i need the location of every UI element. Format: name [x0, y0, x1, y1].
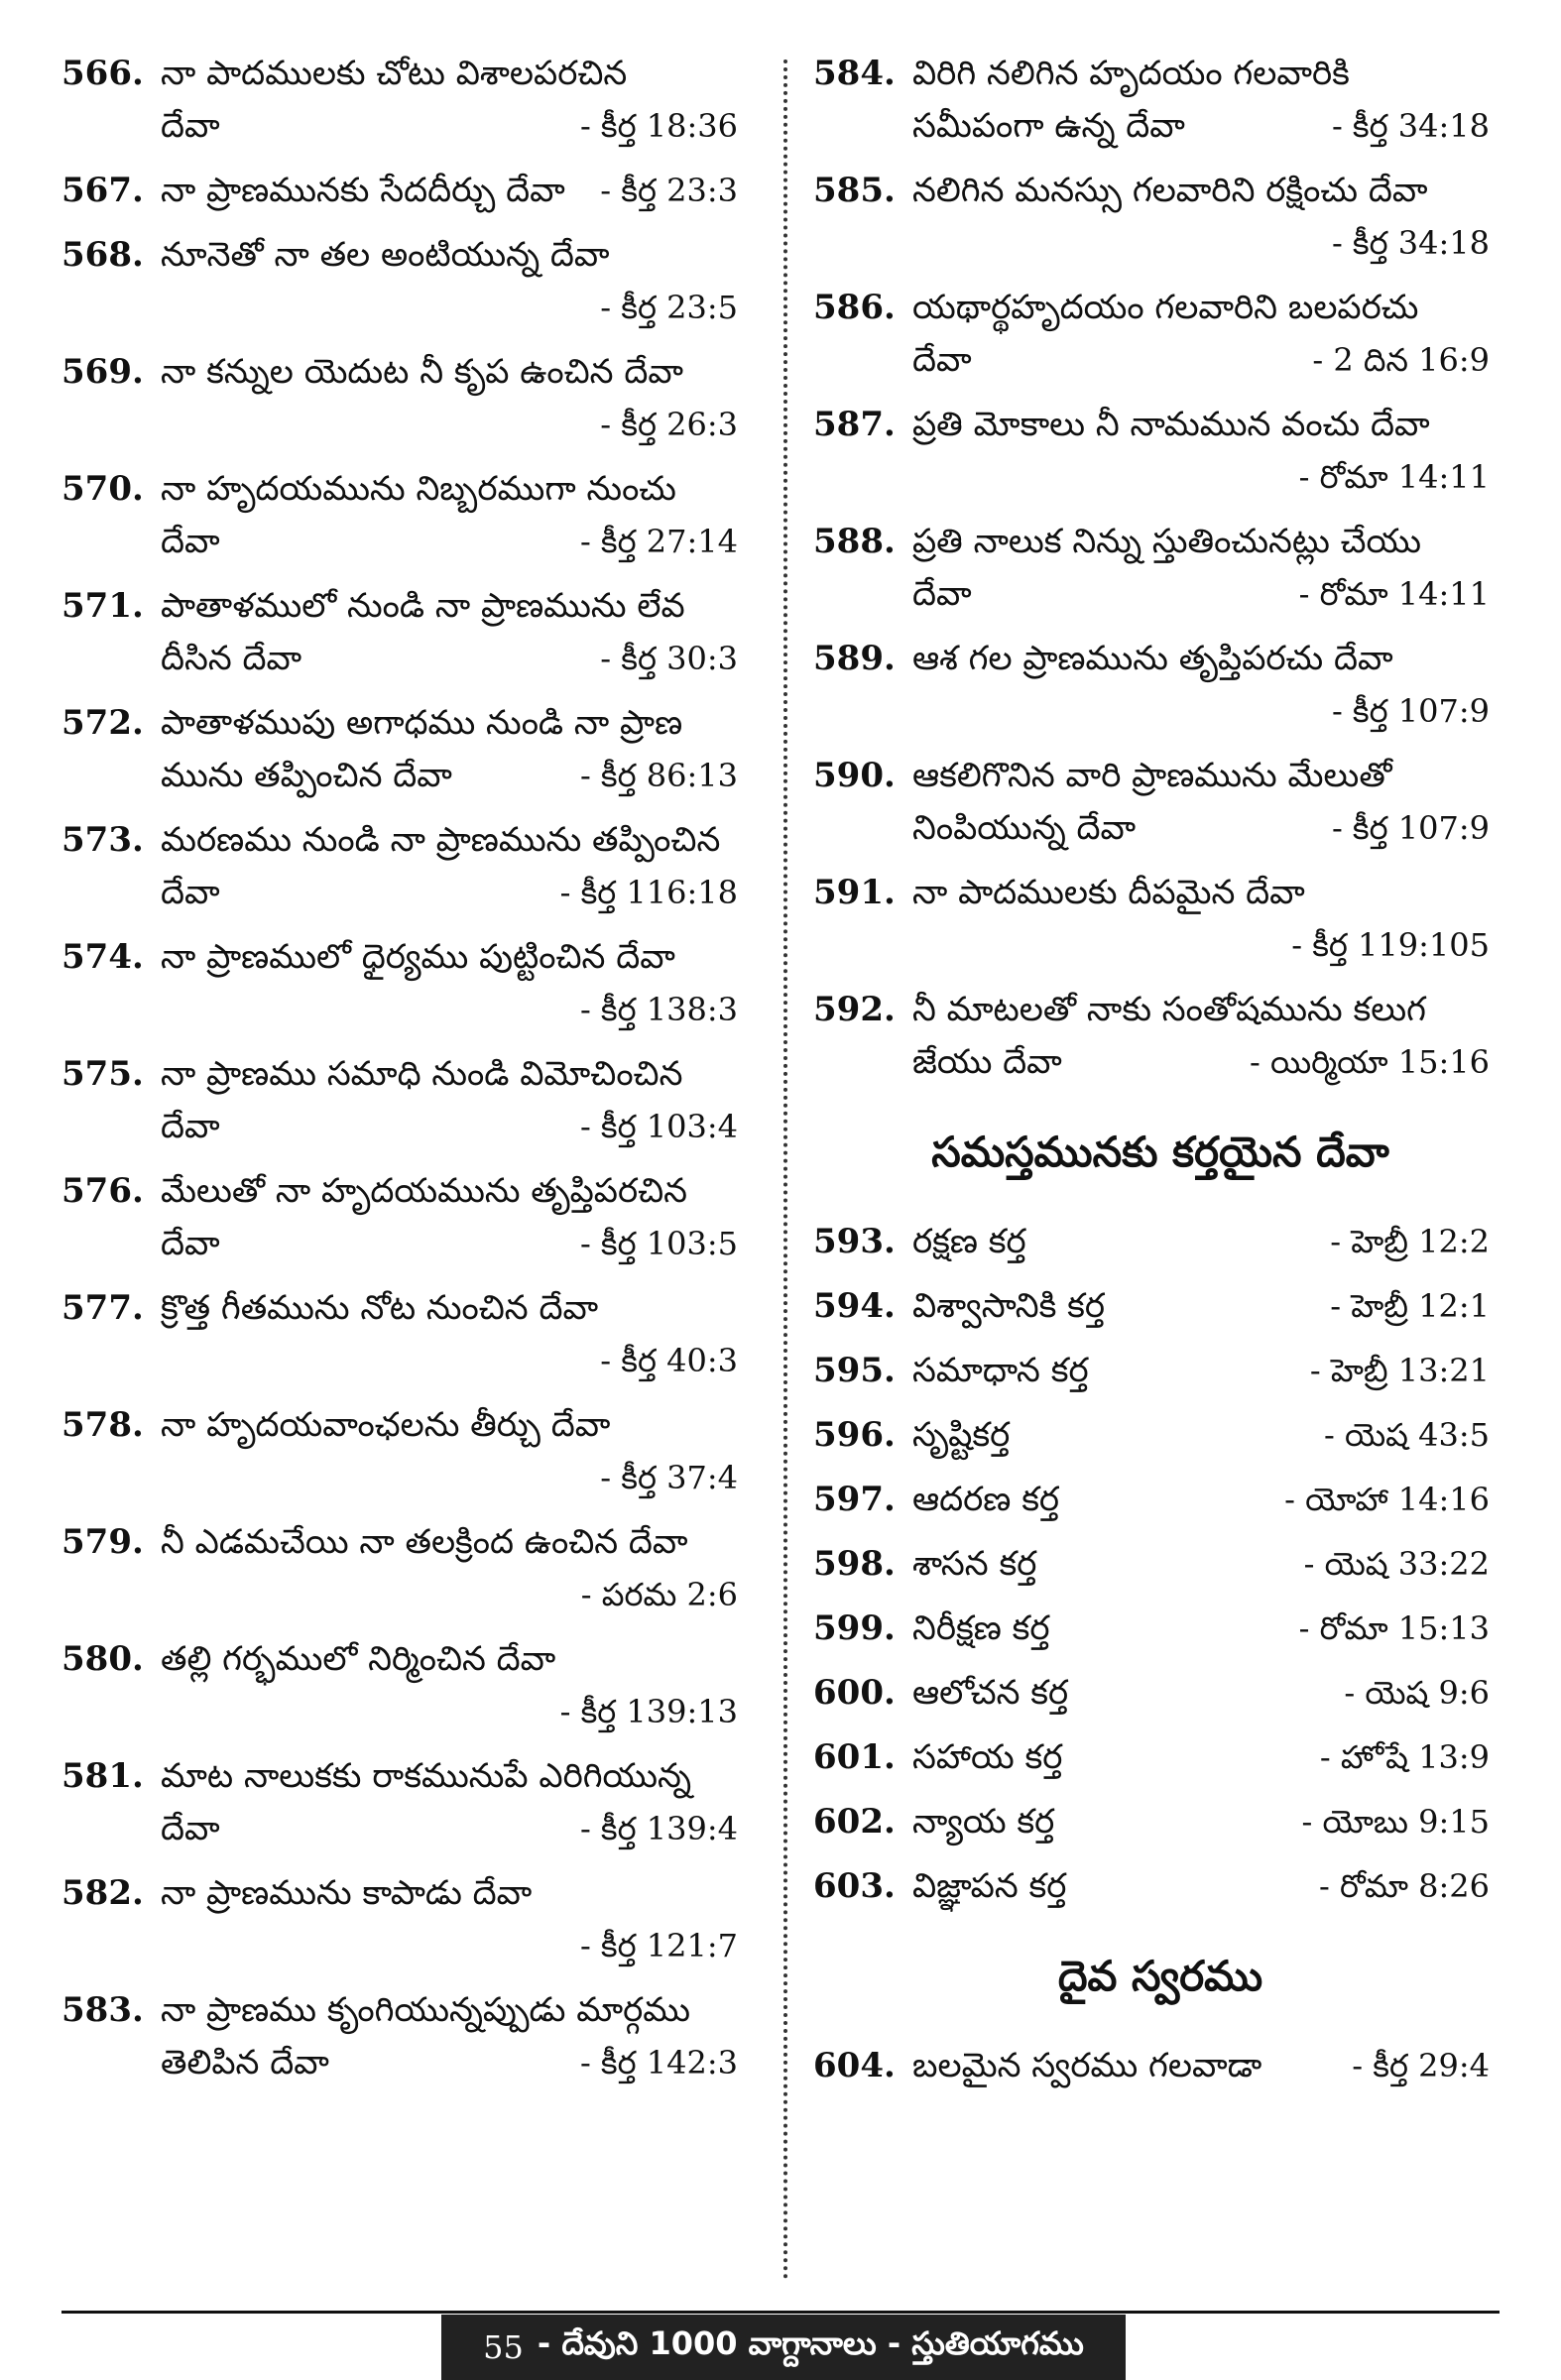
list-item	[813, 1860, 1507, 1913]
entry-line	[61, 346, 756, 399]
list-item	[61, 346, 756, 451]
entry-line	[61, 1218, 756, 1270]
scripture-reference: - హెబ్రీ 12:2	[1330, 1223, 1490, 1260]
item-text: పాతాళముపు అగాధము నుండి నా ప్రాణ	[161, 703, 683, 743]
list-item	[813, 165, 1507, 270]
list-item	[61, 580, 756, 685]
list-item	[813, 282, 1507, 387]
entry-line	[813, 100, 1507, 153]
entry-line	[813, 282, 1507, 334]
list-item	[61, 814, 756, 919]
page-number: 55	[483, 2328, 524, 2366]
entry-line	[61, 1516, 756, 1569]
item-text: విరిగి నలిగిన హృదయం గలవారికి	[912, 54, 1350, 93]
list-item	[61, 48, 756, 153]
list-item	[813, 48, 1507, 153]
item-text: బలమైన స్వరము గలవాడా	[912, 2046, 1262, 2085]
item-number: 572.	[61, 703, 144, 743]
entry-line	[61, 1101, 756, 1153]
entry-line	[61, 399, 756, 451]
item-text: రక్షణ కర్త	[912, 1222, 1026, 1261]
scripture-reference: - యోబు 9:15	[1301, 1803, 1490, 1841]
entry-line	[61, 750, 756, 802]
scripture-reference: - రోమా 14:11	[1298, 458, 1490, 496]
item-number: 585.	[813, 171, 896, 210]
scripture-reference: - రోమా 8:26	[1318, 1867, 1490, 1905]
item-text: నీ ఎడమచేయి నా తలక్రింద ఉంచిన దేవా	[161, 1522, 688, 1562]
entry-line	[61, 1984, 756, 2037]
list-item	[61, 1633, 756, 1738]
item-text: విజ్ఞాపన కర్త	[912, 1866, 1067, 1906]
footer-title: - దేవుని 1000 వాగ్దానాలు - స్తుతియాగము	[537, 2324, 1084, 2362]
item-text: నా పాదములకు దీపమైన దేవా	[912, 873, 1305, 912]
scripture-reference: - కీర్త 26:3	[600, 406, 738, 443]
scripture-reference: - కీర్త 116:18	[559, 874, 738, 911]
item-number: 582.	[61, 1873, 144, 1913]
item-text: నలిగిన మనస్సు గలవారిని రక్షించు దేవా	[912, 171, 1428, 210]
item-text: సృష్టికర్త	[912, 1415, 1011, 1455]
entry-line	[813, 867, 1507, 919]
scripture-reference: - కీర్త 27:14	[579, 523, 738, 560]
entry-line	[61, 633, 756, 685]
item-text: నా ప్రాణమునకు సేదదీర్చు దేవా	[161, 171, 565, 210]
scripture-reference: - పరమ 2:6	[580, 1576, 738, 1613]
section-heading-creator: సమస్తమునకు కర్తయైన దేవా	[931, 1128, 1389, 1176]
entry-line	[61, 1803, 756, 1855]
item-number: 583.	[61, 1990, 144, 2030]
item-number: 589.	[813, 639, 896, 678]
item-text: మరణము నుండి నా ప్రాణమును తప్పించిన	[161, 820, 721, 860]
item-number: 587.	[813, 405, 896, 444]
left-column	[61, 48, 756, 2101]
list-item	[61, 1165, 756, 1270]
scripture-reference: - కీర్త 107:9	[1331, 692, 1490, 730]
entry-line	[61, 1335, 756, 1387]
item-text: నా కన్నుల యెదుట నీ కృప ఉంచిన దేవా	[161, 352, 683, 392]
entry-line	[813, 802, 1507, 855]
item-number: 571.	[61, 586, 144, 626]
item-number: 604.	[813, 2046, 896, 2085]
list-item	[813, 1731, 1507, 1784]
entry-line	[61, 2037, 756, 2089]
entry-line	[813, 633, 1507, 685]
list-item	[813, 1667, 1507, 1720]
scripture-reference: - కీర్త 107:9	[1331, 809, 1490, 847]
entry-line	[813, 984, 1507, 1036]
scripture-reference: - కీర్త 23:3	[600, 172, 738, 209]
scripture-reference: - రోమా 14:11	[1298, 575, 1490, 613]
right-column	[813, 48, 1507, 2104]
list-item	[61, 1048, 756, 1153]
column-divider	[783, 60, 787, 2281]
item-number: 566.	[61, 54, 144, 93]
item-number: 595.	[813, 1351, 896, 1390]
list-item	[813, 1603, 1507, 1655]
page-footer	[441, 2315, 1126, 2380]
right-entries	[813, 48, 1507, 1089]
entry-line	[813, 685, 1507, 738]
item-number: 574.	[61, 937, 144, 977]
entry-line	[61, 1282, 756, 1335]
item-number: 580.	[61, 1639, 144, 1679]
item-text: దేవా	[912, 574, 972, 614]
entry-line	[813, 334, 1507, 387]
entry-line	[61, 1569, 756, 1621]
entry-line	[813, 1036, 1507, 1089]
scripture-reference: - కీర్త 18:36	[579, 107, 738, 145]
item-text: నూనెతో నా తల అంటియున్న దేవా	[161, 235, 610, 275]
list-item	[813, 867, 1507, 972]
entry-line	[61, 1452, 756, 1504]
entry-line	[61, 867, 756, 919]
item-text: క్రొత్త గీతమును నోట నుంచిన దేవా	[161, 1288, 599, 1328]
scripture-reference: - 2 దిన 16:9	[1312, 341, 1490, 379]
scripture-reference: - కీర్త 139:13	[559, 1693, 738, 1730]
item-number: 596.	[813, 1415, 896, 1455]
item-text: దేవా	[161, 1224, 220, 1263]
item-number: 588.	[813, 522, 896, 561]
entry-line	[61, 814, 756, 867]
item-text: సమీపంగా ఉన్న దేవా	[912, 106, 1185, 146]
scripture-reference: - కీర్త 119:105	[1291, 926, 1490, 964]
list-item	[61, 165, 756, 217]
item-text: న్యాయ కర్త	[912, 1802, 1055, 1842]
entry-line	[813, 165, 1507, 217]
list-item	[813, 1474, 1507, 1526]
list-item	[813, 1280, 1507, 1333]
item-text: దేవా	[912, 340, 972, 380]
item-number: 592.	[813, 990, 896, 1029]
entry-line	[61, 229, 756, 282]
scripture-reference: - రోమా 15:13	[1298, 1609, 1490, 1647]
item-text: ఆకలిగొనిన వారి ప్రాణమును మేలుతో	[912, 756, 1392, 795]
entry-line	[813, 399, 1507, 451]
item-number: 591.	[813, 873, 896, 912]
entry-line	[813, 48, 1507, 100]
item-number: 598.	[813, 1544, 896, 1584]
entry-line	[61, 1165, 756, 1218]
list-item	[813, 399, 1507, 504]
item-text: ఆశ గల ప్రాణమును తృప్తిపరచు దేవా	[912, 639, 1393, 678]
list-item	[61, 931, 756, 1036]
scripture-reference: - హెబ్రీ 13:21	[1309, 1352, 1490, 1389]
item-text: ఆదరణ కర్త	[912, 1480, 1060, 1519]
list-item	[813, 984, 1507, 1089]
section1-list	[813, 1216, 1507, 1913]
scripture-reference: - కీర్త 29:4	[1352, 2047, 1490, 2084]
scripture-reference: - హెబ్రీ 12:1	[1330, 1287, 1490, 1325]
scripture-reference: - యోహా 14:16	[1284, 1481, 1490, 1518]
item-text: పాతాళములో నుండి నా ప్రాణమును లేవ	[161, 586, 685, 626]
item-number: 569.	[61, 352, 144, 392]
entry-line	[813, 568, 1507, 621]
entry-line	[813, 217, 1507, 270]
item-text: దీసిన దేవా	[161, 639, 302, 678]
item-number: 575.	[61, 1054, 144, 1094]
item-text: శాసన కర్త	[912, 1544, 1037, 1584]
entry-line	[61, 165, 756, 217]
item-number: 590.	[813, 756, 896, 795]
item-text: జేయు దేవా	[912, 1042, 1062, 1082]
item-text: ప్రతి నాలుక నిన్ను స్తుతించునట్లు చేయు	[912, 522, 1421, 561]
item-text: నా ప్రాణములో ధైర్యము పుట్టించిన దేవా	[161, 937, 675, 977]
list-item	[813, 1216, 1507, 1268]
entry-line	[61, 931, 756, 984]
item-text: సమాధాన కర్త	[912, 1351, 1089, 1390]
footer-rule	[61, 2311, 1500, 2314]
item-number: 573.	[61, 820, 144, 860]
item-text: తల్లి గర్భములో నిర్మించిన దేవా	[161, 1639, 556, 1679]
entry-line	[61, 984, 756, 1036]
item-number: 576.	[61, 1171, 144, 1211]
item-text: నింపియున్న దేవా	[912, 808, 1137, 848]
list-item	[61, 1984, 756, 2089]
section-heading-divine-voice: దైవ స్వరము	[1057, 1952, 1263, 2000]
item-number: 579.	[61, 1522, 144, 1562]
entry-line	[61, 1920, 756, 1972]
item-number: 567.	[61, 171, 144, 210]
entry-line	[61, 463, 756, 516]
scripture-reference: - యెష 9:6	[1344, 1674, 1490, 1712]
list-item	[61, 697, 756, 802]
item-text: దేవా	[161, 1809, 220, 1848]
entry-line	[61, 697, 756, 750]
item-number: 584.	[813, 54, 896, 93]
scripture-reference: - యెష 43:5	[1324, 1416, 1490, 1454]
list-item	[61, 1867, 756, 1972]
list-item	[61, 463, 756, 568]
entry-line	[61, 1399, 756, 1452]
list-item	[813, 1796, 1507, 1848]
item-text: మాట నాలుకకు రాకమునుపే ఎరిగియున్న	[161, 1756, 692, 1796]
entry-line	[61, 100, 756, 153]
scripture-reference: - కీర్త 138:3	[579, 991, 738, 1028]
entry-line	[61, 516, 756, 568]
scripture-reference: - హోషే 13:9	[1319, 1738, 1490, 1776]
item-number: 568.	[61, 235, 144, 275]
item-number: 577.	[61, 1288, 144, 1328]
item-text: ప్రతి మోకాలు నీ నామమున వంచు దేవా	[912, 405, 1430, 444]
item-number: 603.	[813, 1866, 896, 1906]
item-number: 594.	[813, 1286, 896, 1326]
list-item	[813, 1345, 1507, 1397]
list-item	[813, 2040, 1507, 2092]
entry-line	[813, 919, 1507, 972]
item-text: నా ప్రాణము సమాధి నుండి విమోచించిన	[161, 1054, 683, 1094]
entry-line	[61, 1750, 756, 1803]
entry-line	[61, 1867, 756, 1920]
scripture-reference: - కీర్త 86:13	[579, 757, 738, 794]
entry-line	[61, 282, 756, 334]
entry-line	[813, 750, 1507, 802]
scripture-reference: - కీర్త 23:5	[600, 289, 738, 326]
entry-line	[61, 1686, 756, 1738]
list-item	[61, 1282, 756, 1387]
item-text: నా పాదములకు చోటు విశాలపరచిన	[161, 54, 628, 93]
entry-line	[61, 580, 756, 633]
item-text: దేవా	[161, 873, 220, 912]
scripture-reference: - కీర్త 103:5	[579, 1225, 738, 1262]
scripture-reference: - కీర్త 121:7	[579, 1927, 738, 1964]
item-text: నిరీక్షణ కర్త	[912, 1608, 1050, 1648]
item-text: దేవా	[161, 522, 220, 561]
scripture-reference: - కీర్త 34:18	[1331, 107, 1490, 145]
list-item	[61, 1750, 756, 1855]
item-number: 601.	[813, 1737, 896, 1777]
item-text: నా హృదయవాంఛలను తీర్చు దేవా	[161, 1405, 611, 1445]
item-text: మును తప్పించిన దేవా	[161, 756, 452, 795]
scripture-reference: - కీర్త 34:18	[1331, 224, 1490, 262]
item-text: నీ మాటలతో నాకు సంతోషమును కలుగ	[912, 990, 1426, 1029]
list-item	[813, 516, 1507, 621]
scripture-reference: - కీర్త 40:3	[600, 1342, 738, 1379]
entry-line	[813, 516, 1507, 568]
scripture-reference: - కీర్త 30:3	[600, 640, 738, 677]
item-text: నా ప్రాణము కృంగియున్నప్పుడు మార్గము	[161, 1990, 691, 2030]
scripture-reference: - కీర్త 142:3	[579, 2044, 738, 2082]
item-text: విశ్వాసానికి కర్త	[912, 1286, 1106, 1326]
scripture-reference: - యిర్మియా 15:16	[1249, 1043, 1490, 1081]
item-number: 578.	[61, 1405, 144, 1445]
item-number: 599.	[813, 1608, 896, 1648]
item-text: దేవా	[161, 106, 220, 146]
item-number: 581.	[61, 1756, 144, 1796]
entry-line	[813, 451, 1507, 504]
list-item	[61, 1516, 756, 1621]
item-number: 602.	[813, 1802, 896, 1842]
item-text: మేలుతో నా హృదయమును తృప్తిపరచిన	[161, 1171, 688, 1211]
item-text: యథార్థహృదయం గలవారిని బలపరచు	[912, 288, 1419, 327]
item-number: 570.	[61, 469, 144, 509]
scripture-reference: - యెష 33:22	[1303, 1545, 1490, 1583]
item-text: నా ప్రాణమును కాపాడు దేవా	[161, 1873, 533, 1913]
item-text: దేవా	[161, 1107, 220, 1146]
item-text: ఆలోచన కర్త	[912, 1673, 1069, 1713]
list-item	[61, 229, 756, 334]
scripture-reference: - కీర్త 37:4	[600, 1459, 738, 1496]
list-item	[61, 1399, 756, 1504]
list-item	[813, 633, 1507, 738]
item-number: 597.	[813, 1480, 896, 1519]
item-number: 593.	[813, 1222, 896, 1261]
item-text: నా హృదయమును నిబ్బరముగా నుంచు	[161, 469, 676, 509]
item-text: తెలిపిన దేవా	[161, 2043, 329, 2082]
item-number: 600.	[813, 1673, 896, 1713]
scripture-reference: - కీర్త 103:4	[579, 1108, 738, 1145]
entry-line	[61, 1048, 756, 1101]
item-text: సహాయ కర్త	[912, 1737, 1063, 1777]
section2-list	[813, 2040, 1507, 2092]
list-item	[813, 1538, 1507, 1591]
list-item	[813, 1409, 1507, 1462]
list-item	[813, 750, 1507, 855]
entry-line	[61, 48, 756, 100]
item-number: 586.	[813, 288, 896, 327]
scripture-reference: - కీర్త 139:4	[579, 1810, 738, 1847]
entry-line	[61, 1633, 756, 1686]
